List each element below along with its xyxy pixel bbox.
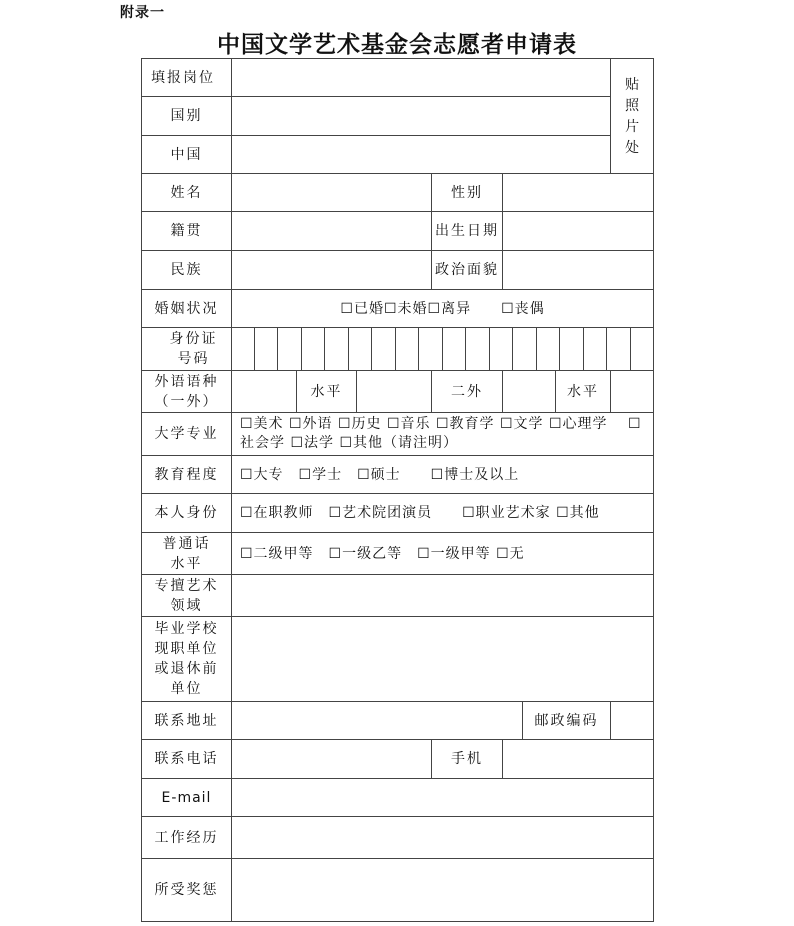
birthdate-label: 出生日期	[432, 212, 503, 251]
idcard-label-text: 身份证号码	[169, 331, 218, 367]
education-label: 教育程度	[142, 456, 232, 494]
phone-field[interactable]	[232, 740, 432, 779]
marital-options[interactable]: ☐已婚☐未婚☐离异 ☐丧偶	[232, 290, 654, 328]
idcard-digit[interactable]	[278, 328, 301, 370]
mandarin-label	[142, 533, 232, 575]
ethnicity-field[interactable]	[232, 251, 432, 290]
second-lang-field[interactable]	[503, 371, 556, 413]
address-label: 联系地址	[142, 702, 232, 740]
political-field[interactable]	[503, 251, 654, 290]
mandarin-options[interactable]: ☐二级甲等 ☐一级乙等 ☐一级甲等 ☐无	[232, 533, 654, 575]
work-label: 工作经历	[142, 817, 232, 859]
idcard-digit[interactable]	[419, 328, 442, 370]
level2-label: 水平	[556, 371, 611, 413]
school-label	[142, 617, 232, 702]
application-form	[141, 58, 654, 922]
postcode-label: 邮政编码	[523, 702, 611, 740]
idcard-digit[interactable]	[537, 328, 560, 370]
form-title: 中国文学艺术基金会志愿者申请表	[217, 31, 577, 58]
lang-label	[142, 371, 232, 413]
major-label: 大学专业	[142, 413, 232, 456]
idcard-digit[interactable]	[466, 328, 489, 370]
idcard-digit[interactable]	[396, 328, 419, 370]
nationality-sub-field[interactable]	[232, 136, 611, 174]
idcard-digit[interactable]	[232, 328, 255, 370]
gender-field[interactable]	[503, 174, 654, 212]
work-field[interactable]	[232, 817, 654, 859]
idcard-digit[interactable]	[302, 328, 325, 370]
idcard-digit[interactable]	[607, 328, 630, 370]
idcard-digit[interactable]	[372, 328, 395, 370]
level2-field[interactable]	[611, 371, 654, 413]
idcard-digit[interactable]	[631, 328, 653, 370]
level-label: 水平	[297, 371, 357, 413]
idcard-field[interactable]	[232, 328, 654, 371]
phone-label: 联系电话	[142, 740, 232, 779]
nationality-label: 国别	[142, 97, 232, 136]
education-options[interactable]: ☐大专 ☐学士 ☐硕士 ☐博士及以上	[232, 456, 654, 494]
postcode-field[interactable]	[611, 702, 654, 740]
birthdate-field[interactable]	[503, 212, 654, 251]
name-label: 姓名	[142, 174, 232, 212]
idcard-digit[interactable]	[513, 328, 536, 370]
photo-box[interactable]	[611, 59, 654, 174]
mandarin-label-text: 普通话水平	[162, 535, 211, 572]
appendix-label: 附录一	[120, 5, 165, 21]
nationality-field[interactable]	[232, 97, 611, 136]
position-label: 填报岗位	[142, 59, 232, 97]
photo-label: 贴照片处	[625, 77, 640, 156]
awards-label: 所受奖惩	[142, 859, 232, 922]
marital-label: 婚姻状况	[142, 290, 232, 328]
identity-label: 本人身份	[142, 494, 232, 533]
political-label: 政治面貌	[432, 251, 503, 290]
identity-options[interactable]: ☐在职教师 ☐艺术院团演员 ☐职业艺术家 ☐其他	[232, 494, 654, 533]
ethnicity-label: 民族	[142, 251, 232, 290]
email-label: E-mail	[142, 779, 232, 817]
lang-field[interactable]	[232, 371, 297, 413]
idcard-digit[interactable]	[560, 328, 583, 370]
idcard-digit[interactable]	[255, 328, 278, 370]
school-label-text: 毕业学校现职单位或退休前单位	[154, 621, 219, 697]
idcard-digit[interactable]	[443, 328, 466, 370]
address-field[interactable]	[232, 702, 523, 740]
art-field-input[interactable]	[232, 575, 654, 617]
idcard-label	[142, 328, 232, 371]
hometown-field[interactable]	[232, 212, 432, 251]
idcard-digit[interactable]	[325, 328, 348, 370]
email-field[interactable]	[232, 779, 654, 817]
idcard-digit[interactable]	[349, 328, 372, 370]
mobile-label: 手机	[432, 740, 503, 779]
major-options[interactable]: ☐美术 ☐外语 ☐历史 ☐音乐 ☐教育学 ☐文学 ☐心理学 ☐社会学 ☐法学 ☐其他（请注明）	[232, 413, 654, 456]
lang-label-text: 外语语种（一外）	[154, 373, 219, 410]
idcard-digit[interactable]	[490, 328, 513, 370]
gender-label: 性别	[432, 174, 503, 212]
name-field[interactable]	[232, 174, 432, 212]
nationality-sub-label: 中国	[142, 136, 232, 174]
second-lang-label: 二外	[432, 371, 503, 413]
art-field-label-text: 专擅艺术领域	[154, 577, 219, 614]
school-field[interactable]	[232, 617, 654, 702]
idcard-digit[interactable]	[584, 328, 607, 370]
awards-field[interactable]	[232, 859, 654, 922]
hometown-label: 籍贯	[142, 212, 232, 251]
position-field[interactable]	[232, 59, 611, 97]
mobile-field[interactable]	[503, 740, 654, 779]
level-field[interactable]	[357, 371, 432, 413]
art-field-label	[142, 575, 232, 617]
